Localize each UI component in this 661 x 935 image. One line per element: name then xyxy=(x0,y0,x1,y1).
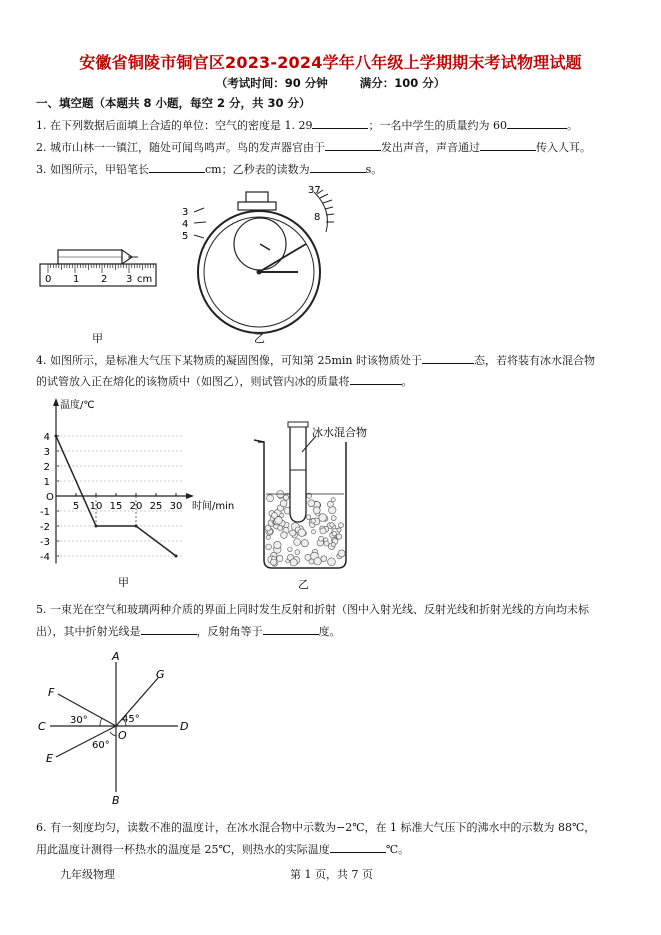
chart-x-tick-label: 5 xyxy=(72,501,80,512)
exam-title: 安徽省铜陵市铜官区2023-2024学年八年级上学期期末考试物理试题 xyxy=(79,53,582,72)
q6-blank-1[interactable] xyxy=(330,842,386,853)
ice-cube xyxy=(271,559,277,565)
stopwatch-icon xyxy=(198,192,320,333)
ice-cube xyxy=(278,525,283,530)
watch-small-4: 4 xyxy=(182,219,189,230)
chart-x-arrow xyxy=(186,493,194,499)
q2-blank-1[interactable] xyxy=(325,140,381,151)
ice-cube xyxy=(311,530,315,534)
ice-cube xyxy=(272,513,278,519)
angle-60: 60° xyxy=(92,740,110,751)
ice-cube xyxy=(338,523,343,528)
q5-text-c: 度。 xyxy=(318,625,341,638)
ruler-label-1: 1 xyxy=(73,274,80,285)
ruler xyxy=(40,264,156,286)
q1-blank-2[interactable] xyxy=(507,118,567,129)
question-1 xyxy=(36,118,578,133)
chart-origin-label: O xyxy=(46,492,54,503)
ice-cube xyxy=(338,550,345,557)
ice-cube xyxy=(311,519,315,523)
q5-blank-1[interactable] xyxy=(141,624,197,635)
ice-cube xyxy=(319,514,327,522)
ice-cube xyxy=(306,515,311,520)
test-tube-icon xyxy=(288,422,308,522)
ice-cube xyxy=(281,532,288,539)
ice-cube xyxy=(290,559,297,566)
ice-cube xyxy=(288,547,293,552)
question-2 xyxy=(36,140,591,155)
figure-3 xyxy=(36,182,356,347)
ice-cube xyxy=(331,498,335,502)
point-f: F xyxy=(48,686,55,699)
ice-cube xyxy=(277,555,283,561)
point-c: C xyxy=(38,720,46,733)
q3-blank-2[interactable] xyxy=(310,162,366,173)
chart-x-tick-label: 25 xyxy=(149,501,163,512)
ruler-label-unit: cm xyxy=(137,274,153,285)
q4-text-a: 4. 如图所示，是标准大气压下某物质的凝固图像，可知第 25min 时该物质处于 xyxy=(36,354,423,367)
chart-y-tick-label: 1 xyxy=(43,477,50,488)
ice-cube xyxy=(330,523,334,527)
point-e: E xyxy=(46,752,53,765)
ice-cube xyxy=(301,540,308,547)
q5-text-b: ，反射角等于 xyxy=(196,625,263,638)
ice-cube xyxy=(309,559,314,564)
angle-45: 45° xyxy=(122,714,140,725)
question-5-line-2 xyxy=(36,624,341,639)
ruler-label-2: 2 xyxy=(101,274,108,285)
watch-big-37: 37 xyxy=(308,185,321,196)
q6-text-b: ℃。 xyxy=(385,843,410,856)
ice-cube xyxy=(329,506,336,513)
q3-text-c: s。 xyxy=(365,163,383,176)
chart-ylabel: 温度/℃ xyxy=(60,400,95,411)
figure-5-light-diagram xyxy=(30,642,210,812)
chart-y-tick-label: -2 xyxy=(40,522,50,533)
q2-text-c: 传入人耳。 xyxy=(536,141,591,154)
ice-cube xyxy=(294,539,301,546)
q3-text-a: 3. 如图所示，甲铅笔长 xyxy=(36,163,149,176)
ice-cube xyxy=(283,495,288,500)
q4-blank-2[interactable] xyxy=(350,374,402,385)
q3-blank-1[interactable] xyxy=(149,162,205,173)
chart-x-tick-label: 15 xyxy=(109,501,123,512)
figure-4b xyxy=(250,412,400,592)
ice-cube xyxy=(337,534,342,539)
question-5-line-1: 5. 一束光在空气和玻璃两种介质的界面上同时发生反射和折射（图中入射光线、反射光线和折射光线的方向均未标 xyxy=(36,603,589,616)
ice-cube xyxy=(266,535,270,539)
ice-cube xyxy=(332,532,336,536)
q2-blank-2[interactable] xyxy=(480,140,536,151)
ice-cube xyxy=(265,525,271,531)
watch-big-8: 8 xyxy=(314,212,321,223)
watch-scale-callout xyxy=(314,190,334,232)
point-b: B xyxy=(112,794,120,807)
ice-cube xyxy=(328,558,336,566)
ice-cube xyxy=(308,500,315,507)
chart-point xyxy=(55,435,58,438)
q5-text-a: 出），其中折射光线是 xyxy=(36,625,141,638)
q3-text-b: cm；乙秒表的读数为 xyxy=(205,163,310,176)
ice-cube xyxy=(324,541,329,546)
watch-small-5: 5 xyxy=(182,231,189,242)
figure-3-label-b: 乙 xyxy=(254,332,265,345)
ice-cube xyxy=(295,550,300,555)
question-6-line-1: 6. 有一刻度均匀，读数不准的温度计，在冰水混合物中示数为−2℃，在 1 标准大气压下的沸水中的示数为 88℃， xyxy=(36,821,596,834)
figure-4-label-a: 甲 xyxy=(118,576,129,589)
q4-text-c: 的试管放入正在熔化的该物质中（如图乙），则试管内冰的质量将 xyxy=(36,375,350,388)
beaker-label: 冰水混合物 xyxy=(312,426,367,439)
ice-cube xyxy=(280,500,287,507)
point-d: D xyxy=(180,720,189,733)
chart-x-tick-label: 10 xyxy=(89,501,103,512)
ice-cube xyxy=(321,556,327,562)
ice-cube xyxy=(298,529,306,537)
point-g: G xyxy=(156,668,165,681)
q2-text-b: 发出声音，声音通过 xyxy=(381,141,480,154)
q2-text-a: 2. 城市山林一一镇江，随处可闻鸟鸣声。鸟的发声器官由于 xyxy=(36,141,325,154)
ice-cube xyxy=(266,544,272,550)
chart-x-tick-label: 20 xyxy=(129,501,143,512)
ice-cube xyxy=(290,530,296,536)
chart-y-tick-label: 2 xyxy=(43,462,50,473)
chart-point xyxy=(175,555,178,558)
q5-blank-2[interactable] xyxy=(263,624,319,635)
chart-y-tick-label: 3 xyxy=(43,447,50,458)
q1-text-b: ；一名中学生的质量约为 60 xyxy=(368,119,507,132)
exam-time: （考试时间：90 分钟 xyxy=(215,76,328,90)
pencil-icon xyxy=(58,250,138,264)
ice-cube xyxy=(320,528,326,534)
ice-cube xyxy=(267,495,274,502)
chart-y-tick-label: -3 xyxy=(40,537,50,548)
figure-4-label-b: 乙 xyxy=(298,578,309,591)
q6-text-a: 用此温度计测得一杯热水的温度是 25℃，则热水的实际温度 xyxy=(36,843,330,856)
question-3 xyxy=(36,162,382,177)
figure-3-label-a: 甲 xyxy=(92,332,103,345)
ice-cube xyxy=(337,528,341,532)
q4-text-b: 态，若将装有冰水混合物 xyxy=(474,354,596,367)
footer-page: 第 1 页，共 7 页 xyxy=(290,868,373,881)
ice-cube xyxy=(331,516,336,521)
q1-blank-1[interactable] xyxy=(312,118,368,129)
ruler-label-3: 3 xyxy=(126,274,133,285)
q1-text-c: 。 xyxy=(566,119,578,132)
q4-text-d: 。 xyxy=(401,375,413,388)
ice-cube xyxy=(319,536,324,541)
watch-small-3: 3 xyxy=(182,207,189,218)
chart-x-tick-label: 30 xyxy=(169,501,183,512)
chart-y-tick-label: -4 xyxy=(40,552,50,563)
chart-xlabel: 时间/min xyxy=(192,501,235,512)
ice-cube xyxy=(313,507,320,514)
point-a: A xyxy=(112,650,120,663)
angle-30: 30° xyxy=(70,715,88,726)
ice-cube xyxy=(331,542,335,546)
chart-y-tick-label: 4 xyxy=(43,432,50,443)
q4-blank-1[interactable] xyxy=(422,353,474,364)
point-o: O xyxy=(118,729,127,742)
chart-y-arrow xyxy=(53,398,59,406)
ice-cube xyxy=(274,541,281,548)
question-6-line-2 xyxy=(36,842,409,857)
ruler-label-0: 0 xyxy=(45,274,52,285)
chart-y-tick-label: -1 xyxy=(40,507,50,518)
exam-score: 满分：100 分） xyxy=(359,76,446,90)
q1-text-a: 1. 在下列数据后面填上合适的单位：空气的密度是 1. 29 xyxy=(36,119,313,132)
ice-cube xyxy=(314,558,321,565)
section-heading: 一、填空题（本题共 8 小题，每空 2 分，共 30 分） xyxy=(36,96,311,110)
exam-subtitle xyxy=(0,75,661,91)
footer-subject: 九年级物理 xyxy=(60,868,115,881)
temperature-chart xyxy=(30,392,250,592)
question-4-line-2 xyxy=(36,374,413,389)
question-4-line-1 xyxy=(36,353,595,368)
ice-cube xyxy=(327,501,333,507)
